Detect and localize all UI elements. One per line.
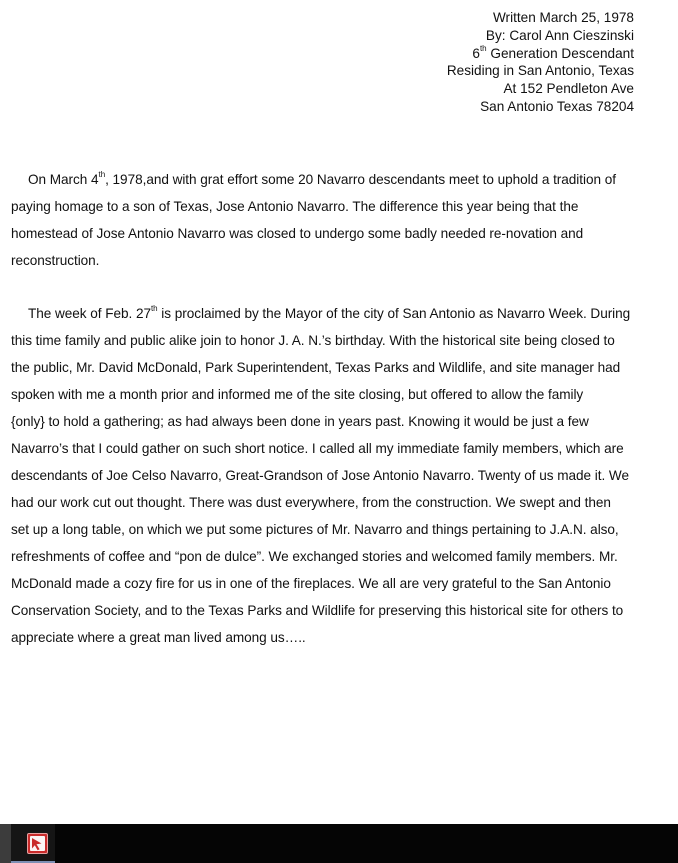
paragraph-line: had our work cut out thought. There was dust everywhere, from the construction. We swept and then	[11, 495, 611, 510]
residence-line: Residing in San Antonio, Texas	[446, 63, 634, 79]
paragraph-line: {only} to hold a gathering; as had always been done in years past. Knowing it would be just a few	[11, 414, 589, 429]
taskbar-edge	[0, 824, 11, 863]
paragraph-line: Conservation Society, and to the Texas Parks and Wildlife for preserving this historical site for others to	[11, 603, 624, 618]
paragraph-homestead-closed	[11, 166, 651, 274]
author-name: By: Carol Ann Cieszinski	[485, 27, 634, 43]
paragraph-line: this time family and public alike join to honor J. A. N.’s birthday. With the historical site being closed to	[11, 333, 615, 348]
written-date: Written March 25, 1978	[492, 10, 634, 25]
paragraph-line: Navarro’s that I could gather on such short notice. I called all my immediate family members, which are	[11, 441, 624, 456]
paragraph-line: spoken with me a month prior and informed me of the site closing, but offered to allow the family	[11, 387, 584, 402]
paragraph-line: McDonald made a cozy fire for us in one of the fireplaces. We all are very grateful to the San Antonio	[11, 576, 611, 591]
generation-text: Generation Descendant	[486, 45, 634, 61]
paragraph-line: appreciate where a great man lived among us…..	[11, 630, 306, 645]
generation-suffix: th	[479, 44, 487, 54]
paragraph-line: paying homage to a son of Texas, Jose Antonio Navarro. The difference this year being that the	[11, 199, 579, 214]
author-header	[447, 9, 634, 116]
paragraph-navarro-week	[11, 300, 651, 651]
paragraph-line: refreshments of coffee and “pon de dulce”. We exchanged stories and welcomed family members. Mr.	[11, 549, 618, 564]
address-line: At 152 Pendleton Ave	[503, 81, 634, 97]
pdf-reader-taskbar-button[interactable]	[11, 824, 55, 863]
taskbar	[0, 824, 678, 863]
paragraph-line: descendants of Joe Celso Navarro, Great-Grandson of Jose Antonio Navarro. Twenty of us made it. We	[11, 468, 629, 483]
paragraph-line: The week of Feb. 27th is proclaimed by the Mayor of the city of San Antonio as Navarro Week. During	[28, 304, 631, 321]
city-zip-line: San Antonio Texas 78204	[480, 98, 634, 114]
paragraph-line: set up a long table, on which we put some pictures of Mr. Navarro and things pertaining to J.A.N. also,	[11, 522, 619, 537]
paragraph-line: reconstruction.	[11, 253, 100, 268]
paragraph-line: homestead of Jose Antonio Navarro was closed to undergo some badly needed re-novation and	[11, 226, 584, 241]
generation-number: 6	[472, 45, 480, 61]
paragraph-line: the public, Mr. David McDonald, Park Superintendent, Texas Parks and Wildlife, and site manager had	[11, 360, 621, 375]
pdf-reader-icon	[27, 833, 48, 854]
paragraph-line: On March 4th, 1978,and with grat effort some 20 Navarro descendants meet to uphold a tradition of	[28, 170, 616, 187]
generation-line	[447, 45, 634, 63]
